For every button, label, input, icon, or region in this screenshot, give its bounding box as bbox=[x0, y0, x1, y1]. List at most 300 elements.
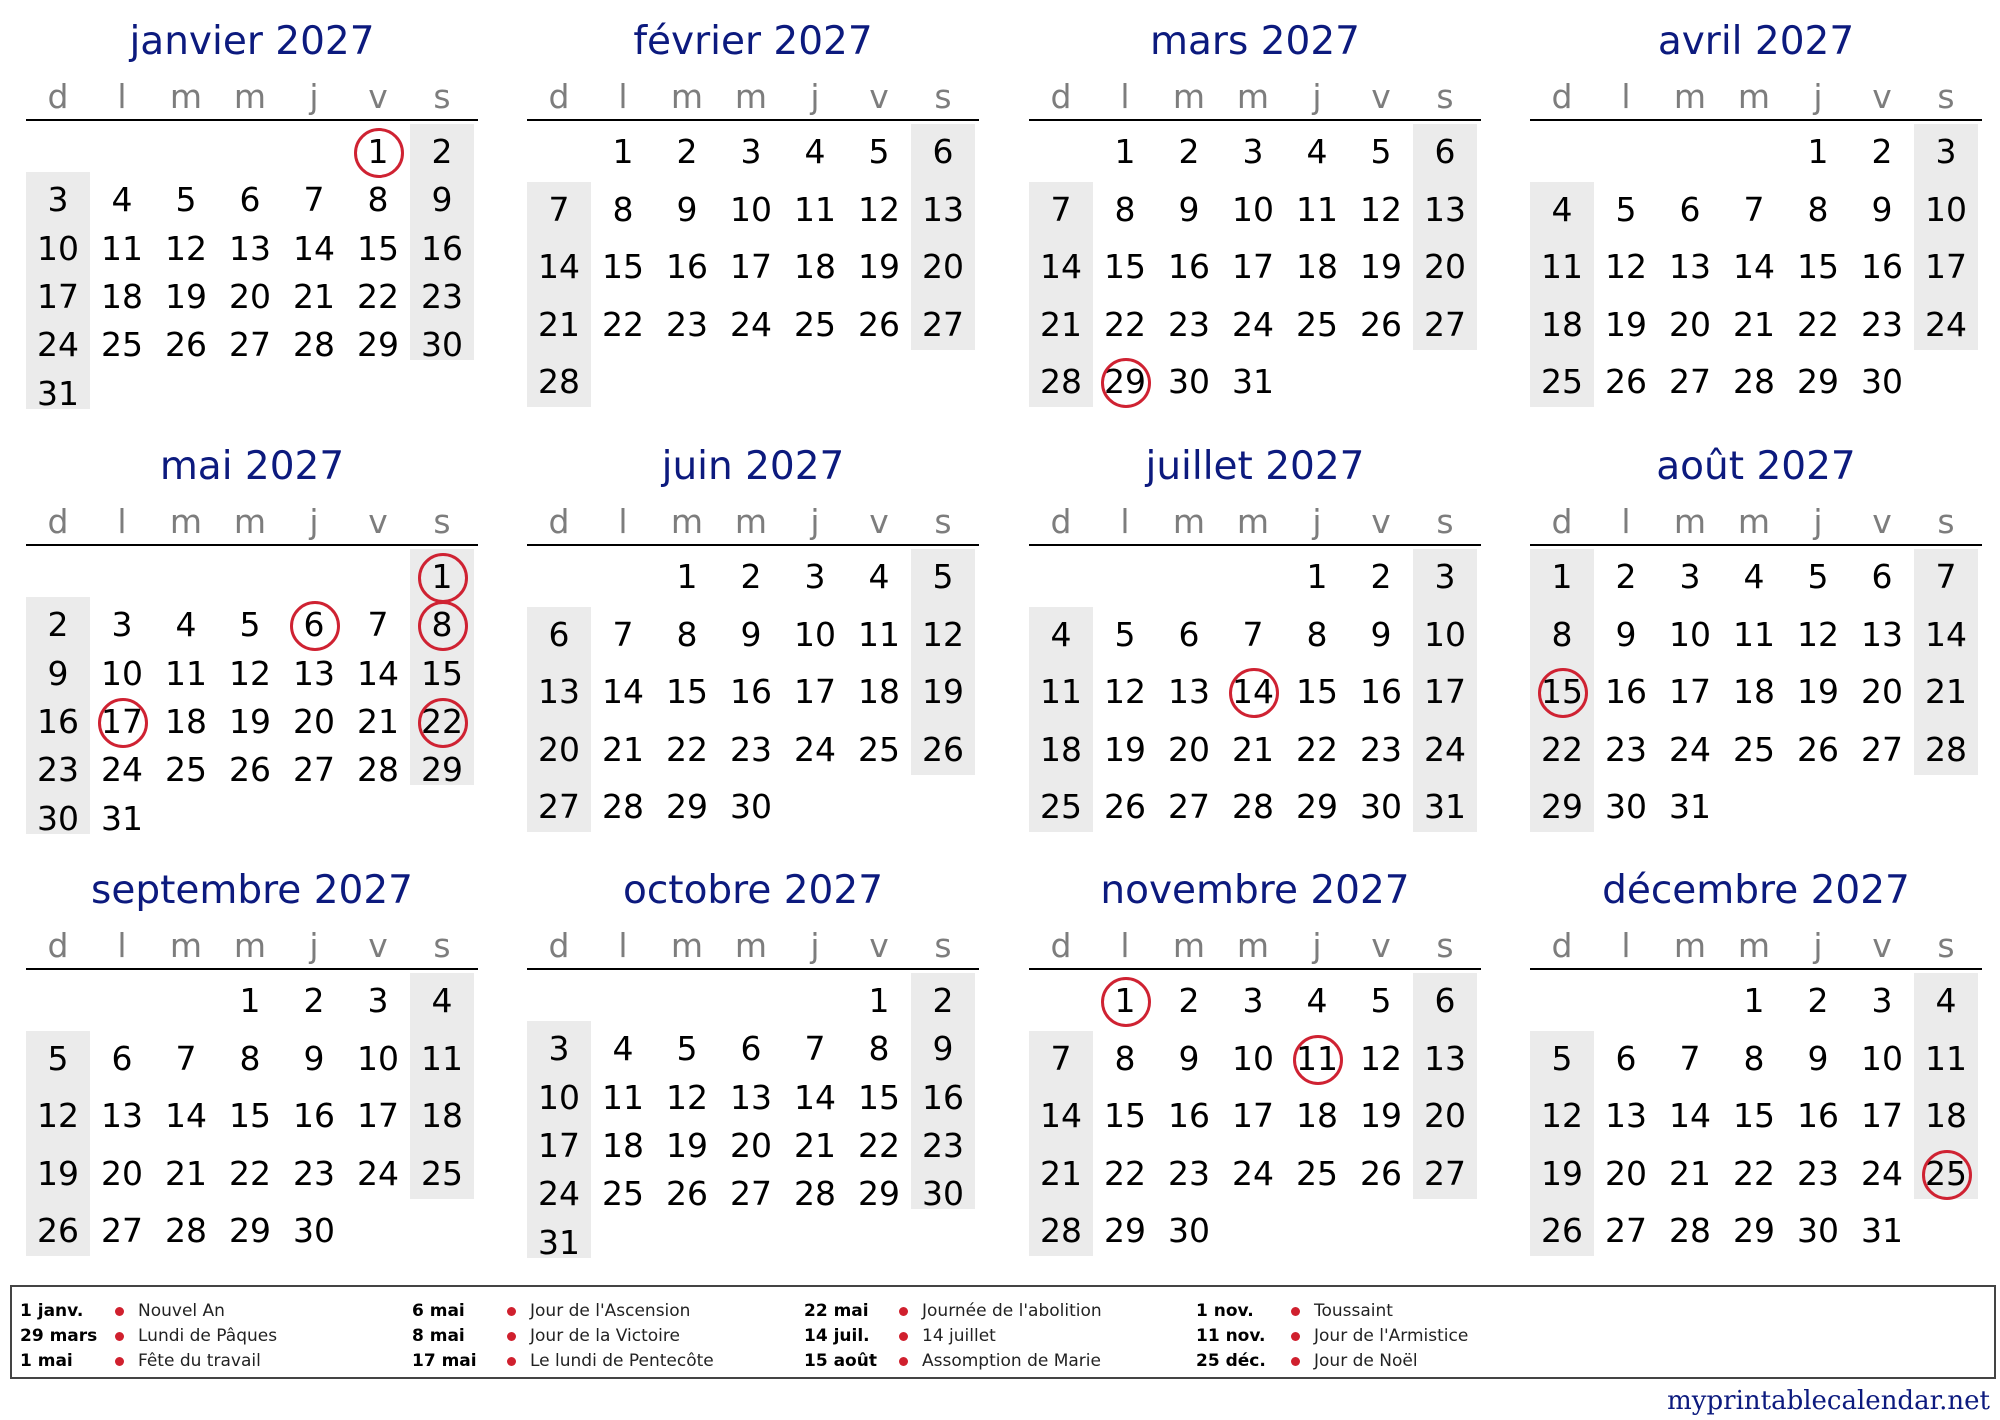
day-cell: 2 bbox=[1370, 557, 1392, 596]
holiday-date: 11 nov. bbox=[1196, 1326, 1266, 1346]
day-cell: 17 bbox=[1861, 1096, 1903, 1135]
day-cell: 11 bbox=[1733, 615, 1775, 654]
holiday-date: 17 mai bbox=[412, 1351, 477, 1371]
day-cell: 23 bbox=[730, 730, 772, 769]
day-cell: 12 bbox=[165, 229, 207, 268]
day-cell: 8 bbox=[367, 180, 389, 219]
holiday-day: 17 bbox=[90, 699, 154, 745]
day-cell: 24 bbox=[1232, 305, 1274, 344]
day-cell: 11 bbox=[421, 1039, 463, 1078]
day-cell: 23 bbox=[293, 1154, 335, 1193]
weekday-label: d bbox=[548, 926, 570, 965]
day-cell: 25 bbox=[101, 325, 143, 364]
day-cell: 10 bbox=[1669, 615, 1711, 654]
day-cell: 30 bbox=[922, 1174, 964, 1213]
day-cell: 4 bbox=[1935, 981, 1957, 1020]
weekday-label: d bbox=[1050, 77, 1072, 116]
day-cell: 12 bbox=[1541, 1096, 1583, 1135]
day-cell: 14 bbox=[538, 247, 580, 286]
weekday-label: m bbox=[1673, 77, 1707, 116]
day-cell: 24 bbox=[1925, 305, 1967, 344]
month-title: juillet 2027 bbox=[1145, 444, 1365, 489]
day-cell: 2 bbox=[303, 981, 325, 1020]
day-cell: 13 bbox=[1424, 190, 1466, 229]
day-cell: 14 bbox=[357, 654, 399, 693]
month-title: mai 2027 bbox=[159, 444, 345, 489]
day-cell: 11 bbox=[794, 190, 836, 229]
day-cell: 31 bbox=[1232, 362, 1274, 401]
day-cell: 21 bbox=[293, 277, 335, 316]
day-cell: 20 bbox=[293, 702, 335, 741]
day-cell: 4 bbox=[1743, 557, 1765, 596]
day-cell: 6 bbox=[1434, 981, 1456, 1020]
weekday-label: m bbox=[1236, 77, 1270, 116]
day-cell: 19 bbox=[1360, 247, 1402, 286]
day-cell: 15 bbox=[666, 672, 708, 711]
day-cell: 23 bbox=[1168, 305, 1210, 344]
weekday-label: m bbox=[169, 502, 203, 541]
day-cell: 5 bbox=[1370, 981, 1392, 1020]
day-cell: 8 bbox=[676, 615, 698, 654]
day-cell: 14 bbox=[1669, 1096, 1711, 1135]
day-cell: 23 bbox=[421, 277, 463, 316]
day-cell: 28 bbox=[538, 362, 580, 401]
day-cell: 7 bbox=[1050, 190, 1072, 229]
day-cell: 17 bbox=[1925, 247, 1967, 286]
day-cell: 4 bbox=[1551, 190, 1573, 229]
day-cell: 7 bbox=[1050, 1039, 1072, 1078]
day-cell: 15 bbox=[1104, 1096, 1146, 1135]
day-cell: 8 bbox=[1114, 190, 1136, 229]
day-cell: 25 bbox=[165, 750, 207, 789]
weekday-label: m bbox=[1737, 502, 1771, 541]
day-cell: 8 bbox=[868, 1029, 890, 1068]
day-cell: 24 bbox=[538, 1174, 580, 1213]
day-cell: 17 bbox=[1232, 247, 1274, 286]
holiday-column bbox=[20, 1299, 400, 1374]
day-cell: 11 bbox=[602, 1078, 644, 1117]
day-cell: 25 bbox=[1541, 362, 1583, 401]
day-cell: 27 bbox=[1669, 362, 1711, 401]
day-cell: 21 bbox=[602, 730, 644, 769]
day-cell: 10 bbox=[730, 190, 772, 229]
day-cell: 20 bbox=[1424, 1096, 1466, 1135]
holiday-entry bbox=[20, 1349, 400, 1374]
month-title: janvier 2027 bbox=[129, 19, 375, 64]
day-cell: 8 bbox=[1306, 615, 1328, 654]
holiday-date: 1 janv. bbox=[20, 1301, 84, 1321]
weekday-label: j bbox=[810, 77, 820, 116]
bullet-dot-icon bbox=[1291, 1357, 1300, 1366]
day-cell: 16 bbox=[421, 229, 463, 268]
day-cell: 12 bbox=[1797, 615, 1839, 654]
weekday-label: v bbox=[368, 926, 388, 965]
day-cell: 13 bbox=[922, 190, 964, 229]
day-cell: 27 bbox=[922, 305, 964, 344]
weekday-header bbox=[26, 924, 478, 970]
weekday-label: m bbox=[1236, 926, 1270, 965]
weekday-label: j bbox=[309, 926, 319, 965]
holiday-entry bbox=[20, 1299, 400, 1324]
weekday-label: s bbox=[1436, 926, 1454, 965]
day-cell: 2 bbox=[1178, 132, 1200, 171]
bullet-dot-icon bbox=[507, 1332, 516, 1341]
weekday-label: m bbox=[1236, 502, 1270, 541]
weekday-label: j bbox=[309, 502, 319, 541]
day-cell: 9 bbox=[1871, 190, 1893, 229]
day-cell: 26 bbox=[922, 730, 964, 769]
day-cell: 14 bbox=[1733, 247, 1775, 286]
day-cell: 16 bbox=[1168, 1096, 1210, 1135]
weekday-label: m bbox=[1673, 502, 1707, 541]
holiday-date: 14 juil. bbox=[804, 1326, 870, 1346]
day-cell: 21 bbox=[1040, 305, 1082, 344]
day-cell: 14 bbox=[602, 672, 644, 711]
day-cell: 7 bbox=[548, 190, 570, 229]
month-12 bbox=[1530, 849, 1982, 1274]
day-cell: 4 bbox=[431, 981, 453, 1020]
weekday-label: s bbox=[433, 926, 451, 965]
day-cell: 29 bbox=[421, 750, 463, 789]
weekday-label: s bbox=[433, 77, 451, 116]
holiday-date: 15 août bbox=[804, 1351, 877, 1371]
day-cell: 16 bbox=[666, 247, 708, 286]
weekday-label: d bbox=[1551, 926, 1573, 965]
day-cell: 30 bbox=[293, 1211, 335, 1250]
day-cell: 9 bbox=[431, 180, 453, 219]
bullet-dot-icon bbox=[115, 1332, 124, 1341]
day-cell: 19 bbox=[1605, 305, 1647, 344]
weekday-label: l bbox=[1621, 502, 1631, 541]
month-3 bbox=[1029, 0, 1481, 425]
weekday-label: l bbox=[117, 926, 127, 965]
day-cell: 6 bbox=[1178, 615, 1200, 654]
day-cell: 28 bbox=[165, 1211, 207, 1250]
day-cell: 24 bbox=[1669, 730, 1711, 769]
site-link[interactable]: myprintablecalendar.net bbox=[1667, 1386, 1990, 1416]
day-cell: 7 bbox=[175, 1039, 197, 1078]
holiday-day: 14 bbox=[1221, 669, 1285, 715]
weekday-label: m bbox=[1737, 77, 1771, 116]
day-cell: 6 bbox=[1434, 132, 1456, 171]
day-cell: 19 bbox=[1541, 1154, 1583, 1193]
day-cell: 18 bbox=[602, 1126, 644, 1165]
day-cell: 16 bbox=[1861, 247, 1903, 286]
day-cell: 22 bbox=[229, 1154, 271, 1193]
holiday-name: Toussaint bbox=[1314, 1301, 1393, 1321]
day-cell: 17 bbox=[1232, 1096, 1274, 1135]
day-cell: 26 bbox=[1104, 787, 1146, 826]
day-cell: 3 bbox=[1242, 132, 1264, 171]
holiday-date: 25 déc. bbox=[1196, 1351, 1266, 1371]
day-cell: 1 bbox=[868, 981, 890, 1020]
month-title: octobre 2027 bbox=[622, 868, 884, 913]
day-cell: 16 bbox=[922, 1078, 964, 1117]
weekday-header bbox=[1530, 75, 1982, 121]
day-cell: 24 bbox=[101, 750, 143, 789]
holiday-day: 6 bbox=[282, 602, 346, 648]
day-cell: 27 bbox=[1168, 787, 1210, 826]
day-cell: 15 bbox=[229, 1096, 271, 1135]
weekday-header bbox=[527, 500, 979, 546]
day-cell: 22 bbox=[1296, 730, 1338, 769]
holiday-day: 1 bbox=[410, 554, 474, 600]
holiday-entry bbox=[20, 1324, 400, 1349]
day-cell: 13 bbox=[1168, 672, 1210, 711]
day-cell: 18 bbox=[421, 1096, 463, 1135]
weekday-label: s bbox=[934, 502, 952, 541]
day-cell: 3 bbox=[367, 981, 389, 1020]
day-cell: 8 bbox=[1551, 615, 1573, 654]
day-cell: 30 bbox=[1168, 362, 1210, 401]
day-cell: 29 bbox=[666, 787, 708, 826]
day-cell: 19 bbox=[1104, 730, 1146, 769]
holiday-date: 6 mai bbox=[412, 1301, 465, 1321]
day-cell: 14 bbox=[293, 229, 335, 268]
day-cell: 20 bbox=[229, 277, 271, 316]
day-cell: 3 bbox=[47, 180, 69, 219]
day-cell: 10 bbox=[37, 229, 79, 268]
day-cell: 9 bbox=[303, 1039, 325, 1078]
day-cell: 27 bbox=[730, 1174, 772, 1213]
month-5 bbox=[26, 425, 478, 850]
day-cell: 27 bbox=[538, 787, 580, 826]
day-cell: 11 bbox=[1296, 190, 1338, 229]
day-cell: 6 bbox=[548, 615, 570, 654]
day-cell: 27 bbox=[229, 325, 271, 364]
month-9 bbox=[26, 849, 478, 1274]
day-cell: 9 bbox=[676, 190, 698, 229]
day-cell: 9 bbox=[1807, 1039, 1829, 1078]
day-cell: 12 bbox=[666, 1078, 708, 1117]
day-cell: 3 bbox=[1434, 557, 1456, 596]
day-cell: 15 bbox=[357, 229, 399, 268]
bullet-dot-icon bbox=[507, 1307, 516, 1316]
day-cell: 29 bbox=[1797, 362, 1839, 401]
weekday-header bbox=[1029, 924, 1481, 970]
day-cell: 17 bbox=[1669, 672, 1711, 711]
month-title: août 2027 bbox=[1656, 444, 1856, 489]
holiday-day: 25 bbox=[1914, 1151, 1978, 1197]
month-title: février 2027 bbox=[633, 19, 873, 64]
day-cell: 20 bbox=[922, 247, 964, 286]
day-cell: 23 bbox=[1797, 1154, 1839, 1193]
holiday-date: 1 nov. bbox=[1196, 1301, 1254, 1321]
day-cell: 31 bbox=[101, 799, 143, 838]
weekday-label: j bbox=[810, 502, 820, 541]
weekday-label: v bbox=[1371, 77, 1391, 116]
day-cell: 20 bbox=[101, 1154, 143, 1193]
day-cell: 6 bbox=[1615, 1039, 1637, 1078]
day-cell: 5 bbox=[175, 180, 197, 219]
day-cell: 19 bbox=[37, 1154, 79, 1193]
weekday-label: s bbox=[1436, 77, 1454, 116]
day-cell: 1 bbox=[1306, 557, 1328, 596]
day-cell: 10 bbox=[1424, 615, 1466, 654]
day-cell: 25 bbox=[1296, 305, 1338, 344]
day-cell: 16 bbox=[293, 1096, 335, 1135]
day-cell: 14 bbox=[794, 1078, 836, 1117]
day-cell: 20 bbox=[1861, 672, 1903, 711]
day-cell: 24 bbox=[1861, 1154, 1903, 1193]
day-cell: 27 bbox=[1424, 305, 1466, 344]
day-cell: 24 bbox=[357, 1154, 399, 1193]
day-cell: 4 bbox=[1306, 981, 1328, 1020]
day-cell: 30 bbox=[1797, 1211, 1839, 1250]
bullet-dot-icon bbox=[1291, 1307, 1300, 1316]
day-cell: 22 bbox=[1541, 730, 1583, 769]
day-cell: 7 bbox=[1679, 1039, 1701, 1078]
day-cell: 31 bbox=[1861, 1211, 1903, 1250]
day-cell: 3 bbox=[548, 1029, 570, 1068]
weekday-label: d bbox=[548, 77, 570, 116]
day-cell: 21 bbox=[357, 702, 399, 741]
weekday-label: m bbox=[1172, 77, 1206, 116]
holiday-entry bbox=[804, 1324, 1184, 1349]
day-cell: 9 bbox=[740, 615, 762, 654]
day-cell: 23 bbox=[1360, 730, 1402, 769]
day-cell: 18 bbox=[1733, 672, 1775, 711]
day-cell: 4 bbox=[868, 557, 890, 596]
weekday-label: l bbox=[1621, 926, 1631, 965]
day-cell: 2 bbox=[1871, 132, 1893, 171]
month-8 bbox=[1530, 425, 1982, 850]
day-cell: 5 bbox=[239, 605, 261, 644]
day-cell: 1 bbox=[1807, 132, 1829, 171]
day-cell: 17 bbox=[794, 672, 836, 711]
day-cell: 17 bbox=[538, 1126, 580, 1165]
holiday-name: Jour de l'Armistice bbox=[1314, 1326, 1469, 1346]
day-cell: 9 bbox=[1370, 615, 1392, 654]
bullet-dot-icon bbox=[899, 1357, 908, 1366]
holiday-name: Jour de la Victoire bbox=[530, 1326, 680, 1346]
day-cell: 12 bbox=[229, 654, 271, 693]
month-title: septembre 2027 bbox=[91, 868, 413, 913]
day-cell: 5 bbox=[676, 1029, 698, 1068]
weekday-label: j bbox=[1813, 502, 1823, 541]
day-cell: 15 bbox=[421, 654, 463, 693]
day-cell: 21 bbox=[794, 1126, 836, 1165]
day-cell: 1 bbox=[239, 981, 261, 1020]
day-cell: 9 bbox=[1178, 1039, 1200, 1078]
day-cell: 23 bbox=[1861, 305, 1903, 344]
weekday-label: v bbox=[368, 77, 388, 116]
day-cell: 7 bbox=[612, 615, 634, 654]
day-cell: 12 bbox=[1104, 672, 1146, 711]
day-cell: 24 bbox=[794, 730, 836, 769]
day-cell: 19 bbox=[1360, 1096, 1402, 1135]
weekday-label: d bbox=[1551, 77, 1573, 116]
month-4 bbox=[1530, 0, 1982, 425]
day-cell: 2 bbox=[1178, 981, 1200, 1020]
day-cell: 10 bbox=[794, 615, 836, 654]
weekday-label: d bbox=[47, 502, 69, 541]
day-cell: 9 bbox=[932, 1029, 954, 1068]
bullet-dot-icon bbox=[507, 1357, 516, 1366]
day-cell: 22 bbox=[1104, 305, 1146, 344]
day-cell: 31 bbox=[1669, 787, 1711, 826]
day-cell: 23 bbox=[922, 1126, 964, 1165]
day-cell: 2 bbox=[431, 132, 453, 171]
day-cell: 28 bbox=[357, 750, 399, 789]
day-cell: 10 bbox=[1232, 190, 1274, 229]
month-6 bbox=[527, 425, 979, 850]
day-cell: 9 bbox=[47, 654, 69, 693]
weekday-label: v bbox=[368, 502, 388, 541]
weekday-header bbox=[1029, 500, 1481, 546]
day-cell: 14 bbox=[1925, 615, 1967, 654]
day-cell: 4 bbox=[111, 180, 133, 219]
day-cell: 25 bbox=[1296, 1154, 1338, 1193]
weekday-label: j bbox=[1312, 77, 1322, 116]
day-cell: 13 bbox=[1861, 615, 1903, 654]
weekday-label: j bbox=[1312, 502, 1322, 541]
day-cell: 16 bbox=[37, 702, 79, 741]
day-cell: 7 bbox=[367, 605, 389, 644]
weekday-label: l bbox=[1120, 502, 1130, 541]
holiday-day: 8 bbox=[410, 602, 474, 648]
weekday-label: d bbox=[548, 502, 570, 541]
weekday-label: v bbox=[1371, 502, 1391, 541]
day-cell: 28 bbox=[1925, 730, 1967, 769]
day-cell: 29 bbox=[1733, 1211, 1775, 1250]
day-cell: 28 bbox=[293, 325, 335, 364]
day-cell: 15 bbox=[1733, 1096, 1775, 1135]
day-cell: 3 bbox=[1871, 981, 1893, 1020]
holiday-date: 1 mai bbox=[20, 1351, 73, 1371]
day-cell: 28 bbox=[1232, 787, 1274, 826]
day-cell: 21 bbox=[1669, 1154, 1711, 1193]
weekday-header bbox=[1029, 75, 1481, 121]
day-cell: 3 bbox=[740, 132, 762, 171]
month-title: novembre 2027 bbox=[1100, 868, 1410, 913]
day-cell: 4 bbox=[804, 132, 826, 171]
day-cell: 11 bbox=[858, 615, 900, 654]
day-cell: 23 bbox=[666, 305, 708, 344]
weekday-label: l bbox=[618, 502, 628, 541]
day-cell: 16 bbox=[1168, 247, 1210, 286]
weekday-label: v bbox=[1371, 926, 1391, 965]
weekday-header bbox=[26, 75, 478, 121]
holiday-name: Assomption de Marie bbox=[922, 1351, 1101, 1371]
day-cell: 24 bbox=[1424, 730, 1466, 769]
holiday-column bbox=[804, 1299, 1184, 1374]
day-cell: 18 bbox=[165, 702, 207, 741]
weekday-label: m bbox=[1673, 926, 1707, 965]
day-cell: 30 bbox=[1605, 787, 1647, 826]
day-cell: 6 bbox=[111, 1039, 133, 1078]
day-cell: 30 bbox=[1861, 362, 1903, 401]
day-cell: 21 bbox=[1040, 1154, 1082, 1193]
day-cell: 18 bbox=[794, 247, 836, 286]
weekday-label: v bbox=[1872, 502, 1892, 541]
day-cell: 30 bbox=[1360, 787, 1402, 826]
weekday-label: v bbox=[869, 77, 889, 116]
holiday-entry bbox=[1196, 1299, 1576, 1324]
day-cell: 5 bbox=[1807, 557, 1829, 596]
day-cell: 19 bbox=[858, 247, 900, 286]
day-cell: 15 bbox=[1104, 247, 1146, 286]
weekday-label: m bbox=[734, 926, 768, 965]
weekday-label: m bbox=[233, 502, 267, 541]
day-cell: 12 bbox=[858, 190, 900, 229]
day-cell: 19 bbox=[165, 277, 207, 316]
day-cell: 22 bbox=[357, 277, 399, 316]
holidays-legend bbox=[10, 1285, 1996, 1379]
bullet-dot-icon bbox=[115, 1357, 124, 1366]
day-cell: 31 bbox=[538, 1223, 580, 1262]
weekday-label: m bbox=[233, 77, 267, 116]
